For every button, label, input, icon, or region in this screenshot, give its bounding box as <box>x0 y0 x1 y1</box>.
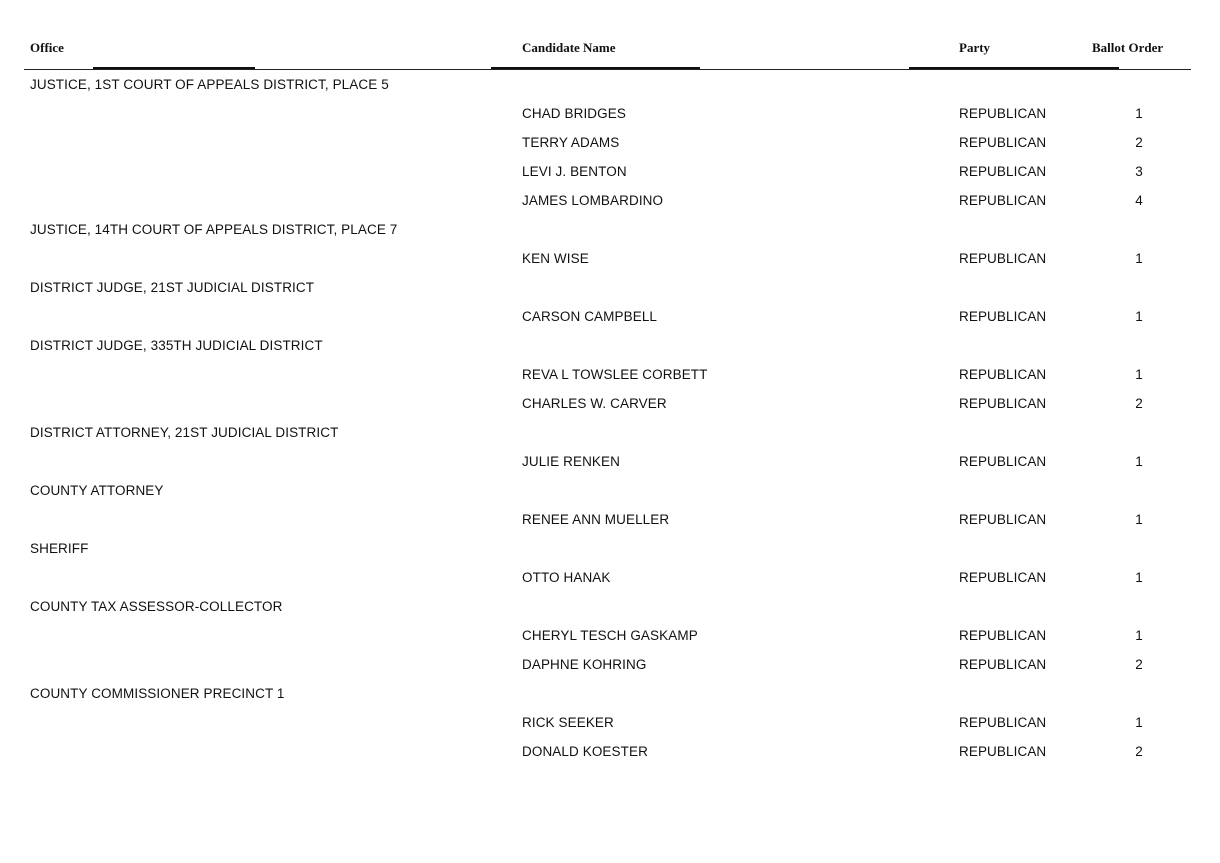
office-row <box>0 483 1220 512</box>
candidate-party: REPUBLICAN <box>959 251 1047 266</box>
candidate-party: REPUBLICAN <box>959 164 1047 179</box>
candidate-row <box>0 628 1220 657</box>
ballot-order: 1 <box>1135 106 1143 121</box>
office-row <box>0 425 1220 454</box>
office-row <box>0 280 1220 309</box>
ballot-order: 1 <box>1135 251 1143 266</box>
header-rule-segment <box>93 67 255 69</box>
candidate-name: DONALD KOESTER <box>522 744 648 759</box>
ballot-order: 2 <box>1135 396 1143 411</box>
ballot-order: 2 <box>1135 657 1143 672</box>
candidate-party: REPUBLICAN <box>959 715 1047 730</box>
office-name: SHERIFF <box>30 541 89 556</box>
candidate-name: JULIE RENKEN <box>522 454 620 469</box>
candidate-name: DAPHNE KOHRING <box>522 657 647 672</box>
candidate-name: CHERYL TESCH GASKAMP <box>522 628 698 643</box>
office-row <box>0 686 1220 715</box>
office-name: JUSTICE, 14TH COURT OF APPEALS DISTRICT, PLACE 7 <box>30 222 398 237</box>
candidate-party: REPUBLICAN <box>959 193 1047 208</box>
candidate-row <box>0 570 1220 599</box>
ballot-order: 3 <box>1135 164 1143 179</box>
candidate-name: TERRY ADAMS <box>522 135 620 150</box>
table-header <box>0 40 1220 60</box>
candidate-party: REPUBLICAN <box>959 309 1047 324</box>
header-rule <box>24 69 1191 70</box>
office-name: COUNTY TAX ASSESSOR-COLLECTOR <box>30 599 283 614</box>
office-name: DISTRICT JUDGE, 21ST JUDICIAL DISTRICT <box>30 280 315 295</box>
candidate-party: REPUBLICAN <box>959 744 1047 759</box>
ballot-order: 4 <box>1135 193 1143 208</box>
candidate-row <box>0 367 1220 396</box>
candidate-row <box>0 744 1220 773</box>
candidate-name: RENEE ANN MUELLER <box>522 512 670 527</box>
candidate-row <box>0 396 1220 425</box>
office-row <box>0 222 1220 251</box>
candidate-party: REPUBLICAN <box>959 106 1047 121</box>
header-candidate-name: Candidate Name <box>522 40 616 55</box>
candidate-row <box>0 164 1220 193</box>
candidate-party: REPUBLICAN <box>959 628 1047 643</box>
candidate-name: CARSON CAMPBELL <box>522 309 658 324</box>
ballot-order: 2 <box>1135 135 1143 150</box>
office-row <box>0 599 1220 628</box>
ballot-order: 2 <box>1135 744 1143 759</box>
candidate-name: KEN WISE <box>522 251 589 266</box>
header-rule-segment <box>491 67 700 69</box>
candidate-name: REVA L TOWSLEE CORBETT <box>522 367 708 382</box>
office-row <box>0 541 1220 570</box>
header-office: Office <box>30 40 64 55</box>
candidate-name: CHARLES W. CARVER <box>522 396 667 411</box>
office-name: DISTRICT ATTORNEY, 21ST JUDICIAL DISTRICT <box>30 425 339 440</box>
candidate-name: RICK SEEKER <box>522 715 614 730</box>
ballot-order: 1 <box>1135 454 1143 469</box>
candidate-name: CHAD BRIDGES <box>522 106 626 121</box>
ballot-order: 1 <box>1135 367 1143 382</box>
candidate-party: REPUBLICAN <box>959 454 1047 469</box>
candidate-row <box>0 135 1220 164</box>
candidate-name: JAMES LOMBARDINO <box>522 193 664 208</box>
office-name: COUNTY COMMISSIONER PRECINCT 1 <box>30 686 285 701</box>
ballot-order: 1 <box>1135 512 1143 527</box>
header-ballot-order: Ballot Order <box>1092 40 1164 55</box>
candidate-row <box>0 715 1220 744</box>
candidate-row <box>0 454 1220 483</box>
candidate-row <box>0 106 1220 135</box>
candidate-row <box>0 251 1220 280</box>
office-row <box>0 338 1220 367</box>
ballot-order: 1 <box>1135 309 1143 324</box>
ballot-order: 1 <box>1135 570 1143 585</box>
candidate-party: REPUBLICAN <box>959 570 1047 585</box>
office-name: JUSTICE, 1ST COURT OF APPEALS DISTRICT, PLACE 5 <box>30 77 389 92</box>
candidate-name: LEVI J. BENTON <box>522 164 627 179</box>
candidate-row <box>0 512 1220 541</box>
candidate-party: REPUBLICAN <box>959 657 1047 672</box>
header-party: Party <box>959 40 991 55</box>
candidate-name: OTTO HANAK <box>522 570 611 585</box>
office-name: COUNTY ATTORNEY <box>30 483 164 498</box>
candidate-table <box>0 77 1220 773</box>
candidate-party: REPUBLICAN <box>959 367 1047 382</box>
candidate-row <box>0 657 1220 686</box>
candidate-row <box>0 193 1220 222</box>
ballot-order: 1 <box>1135 628 1143 643</box>
header-rule-segment <box>909 67 1119 69</box>
candidate-party: REPUBLICAN <box>959 396 1047 411</box>
candidate-row <box>0 309 1220 338</box>
office-name: DISTRICT JUDGE, 335TH JUDICIAL DISTRICT <box>30 338 323 353</box>
candidate-party: REPUBLICAN <box>959 135 1047 150</box>
ballot-order: 1 <box>1135 715 1143 730</box>
office-row <box>0 77 1220 106</box>
candidate-party: REPUBLICAN <box>959 512 1047 527</box>
